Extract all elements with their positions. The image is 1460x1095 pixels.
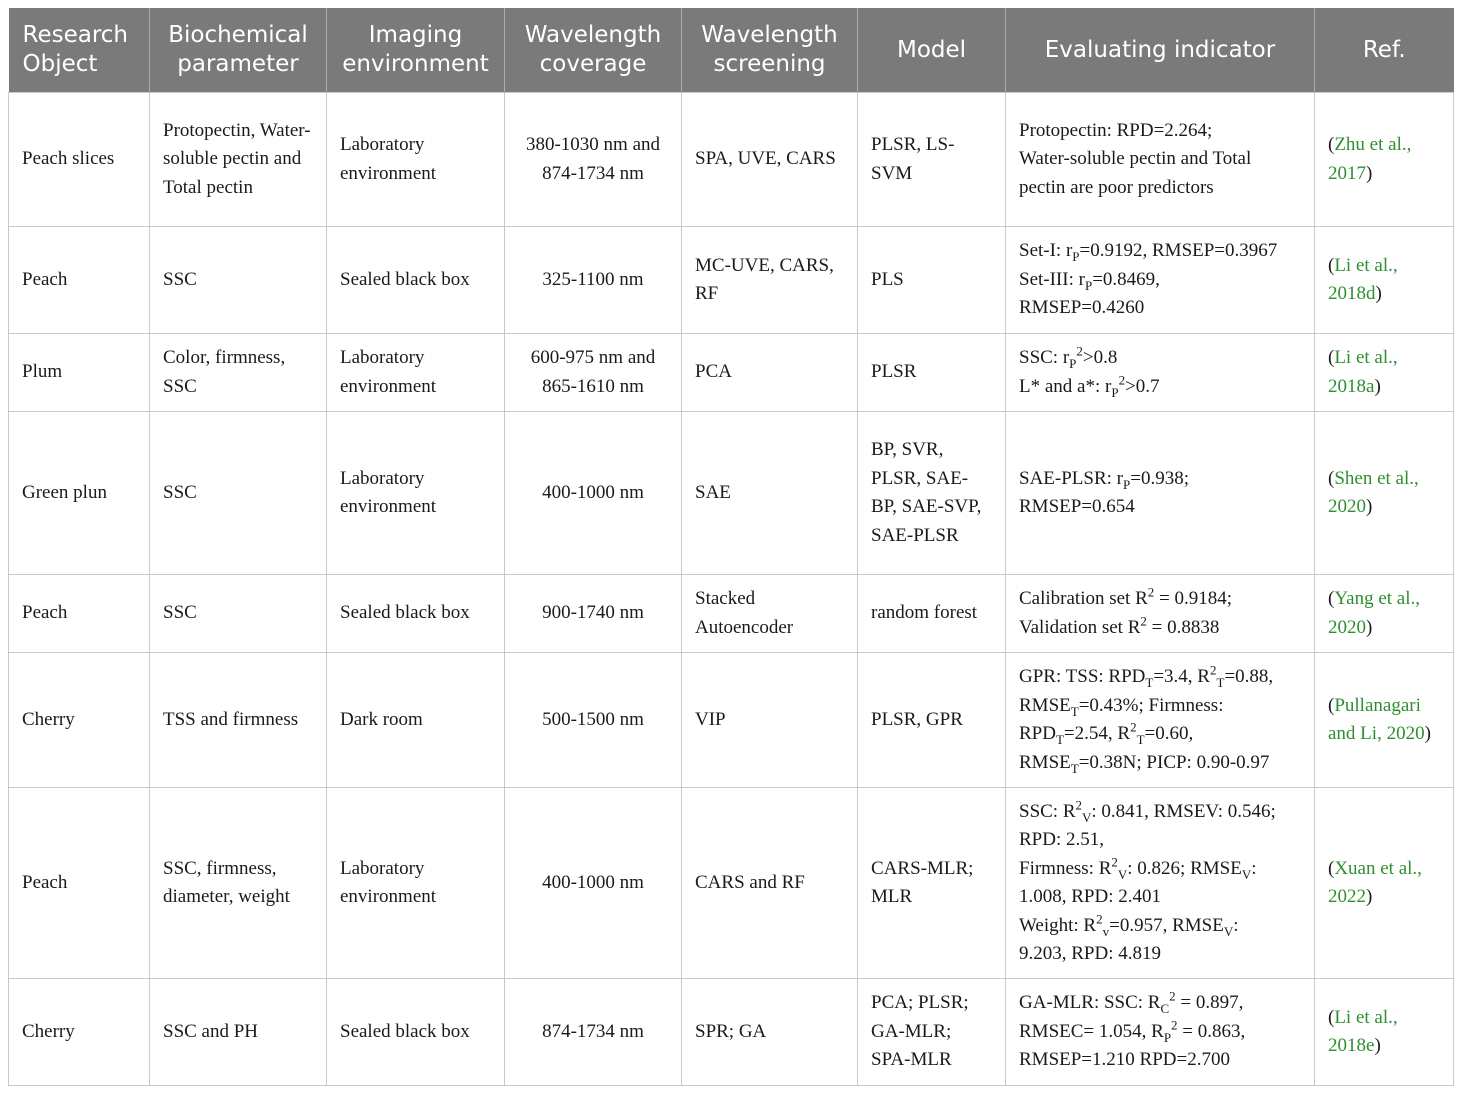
header-biochemical-parameter: Biochemical parameter: [150, 8, 327, 93]
cell-research-object: Cherry: [9, 979, 150, 1086]
header-evaluating-indicator: Evaluating indicator: [1006, 8, 1315, 93]
cell-wavelength-screening: PCA: [682, 334, 858, 412]
indicator-line: SSC: $R^2_V$: 0.841, RMSEV: 0.546;: [1019, 797, 1276, 825]
cell-wavelength-screening: VIP: [682, 653, 858, 788]
cell-wavelength-coverage: 400-1000 nm: [505, 788, 682, 979]
table-row: [9, 93, 1454, 227]
cell-evaluating-indicator: [1006, 93, 1315, 227]
indicator-line: 9.203, RPD: 4.819: [1019, 943, 1161, 964]
ref-link[interactable]: Li et al., 2018a: [1328, 347, 1398, 397]
cell-ref: (Li et al., 2018e): [1315, 979, 1454, 1086]
cell-biochemical-parameter: Protopectin, Water-soluble pectin and Total pectin: [150, 93, 327, 227]
cell-research-object: Peach: [9, 788, 150, 979]
cell-ref: (Li et al., 2018d): [1315, 227, 1454, 334]
cell-evaluating-indicator: [1006, 227, 1315, 334]
ref-link[interactable]: Yang et al., 2020: [1328, 588, 1421, 638]
cell-imaging-environment: Sealed black box: [327, 575, 505, 653]
cell-research-object: Peach: [9, 575, 150, 653]
table-row: [9, 227, 1454, 334]
cell-model: PLSR, LS-SVM: [858, 93, 1006, 227]
cell-ref: (Shen et al., 2020): [1315, 412, 1454, 575]
indicator-line: Validation set $R^2 = 0.8838$: [1019, 613, 1220, 638]
cell-wavelength-coverage: 500-1500 nm: [505, 653, 682, 788]
cell-ref: (Pullanagari and Li, 2020): [1315, 653, 1454, 788]
indicator-line: Weight: $R^2_v=0.957$, $RMSE_V$:: [1019, 911, 1239, 939]
ref-link[interactable]: Li et al., 2018e: [1328, 1006, 1398, 1056]
cell-evaluating-indicator: [1006, 788, 1315, 979]
cell-wavelength-coverage: 400-1000 nm: [505, 412, 682, 575]
cell-wavelength-screening: SPA, UVE, CARS: [682, 93, 858, 227]
cell-imaging-environment: Laboratory environment: [327, 93, 505, 227]
cell-biochemical-parameter: SSC: [150, 575, 327, 653]
cell-model: random forest: [858, 575, 1006, 653]
ref-link[interactable]: Zhu et al., 2017: [1328, 134, 1412, 184]
cell-wavelength-screening: Stacked Autoencoder: [682, 575, 858, 653]
ref-link[interactable]: Pullanagari and Li, 2020: [1328, 694, 1425, 744]
table-row: [9, 412, 1454, 575]
table-row: [9, 979, 1454, 1086]
header-wavelength-screening: Wavelength screening: [682, 8, 858, 93]
table-header: [9, 8, 1454, 93]
indicator-line: Firmness: $R^2_V$: 0.826; $RMSE_V$:: [1019, 854, 1257, 882]
cell-biochemical-parameter: TSS and firmness: [150, 653, 327, 788]
indicator-line: Set-I: $r_P=0.9192$, RMSEP=0.3967: [1019, 240, 1278, 265]
cell-biochemical-parameter: SSC and PH: [150, 979, 327, 1086]
ref-link[interactable]: Xuan et al., 2022: [1328, 857, 1422, 907]
cell-wavelength-screening: SPR; GA: [682, 979, 858, 1086]
indicator-line: RPD: 2.51,: [1019, 829, 1104, 850]
cell-research-object: Green plun: [9, 412, 150, 575]
indicator-line: SAE-PLSR: $r_P=0.938$;: [1019, 467, 1189, 492]
cell-imaging-environment: Laboratory environment: [327, 788, 505, 979]
indicator-line: GPR: TSS: $RPD_T=3.4$, $R^2_T=0.88$,: [1019, 662, 1274, 690]
cell-research-object: Cherry: [9, 653, 150, 788]
cell-model: PLSR, GPR: [858, 653, 1006, 788]
cell-wavelength-coverage: 325-1100 nm: [505, 227, 682, 334]
indicator-line: RMSEP=0.654: [1019, 496, 1135, 517]
cell-model: BP, SVR, PLSR, SAE-BP, SAE-SVP, SAE-PLSR: [858, 412, 1006, 575]
indicator-line: RMSEP=0.4260: [1019, 297, 1145, 319]
indicator-line: Set-III: $r_P=0.8469$,: [1019, 268, 1160, 293]
cell-model: PLSR: [858, 334, 1006, 412]
cell-imaging-environment: Laboratory environment: [327, 334, 505, 412]
ref-link[interactable]: Li et al., 2018d: [1328, 254, 1398, 304]
cell-model: PLS: [858, 227, 1006, 334]
cell-wavelength-screening: CARS and RF: [682, 788, 858, 979]
table-row: [9, 575, 1454, 653]
cell-wavelength-coverage: 900-1740 nm: [505, 575, 682, 653]
header-imaging-environment: Imaging environment: [327, 8, 505, 93]
ref-link[interactable]: Shen et al., 2020: [1328, 467, 1419, 517]
cell-wavelength-coverage: 600-975 nm and 865-1610 nm: [505, 334, 682, 412]
indicator-line: GA-MLR: SSC: $R_C^2 = 0.897$,: [1019, 988, 1244, 1017]
cell-wavelength-coverage: 380-1030 nm and 874-1734 nm: [505, 93, 682, 227]
cell-research-object: Plum: [9, 334, 150, 412]
cell-wavelength-screening: MC-UVE, CARS, RF: [682, 227, 858, 334]
indicator-line: SSC: $r_P^2>0.8$: [1019, 343, 1118, 371]
research-table: [8, 8, 1454, 1086]
cell-ref: (Li et al., 2018a): [1315, 334, 1454, 412]
cell-imaging-environment: Dark room: [327, 653, 505, 788]
table-row: [9, 653, 1454, 788]
cell-ref: (Zhu et al., 2017): [1315, 93, 1454, 227]
indicator-line: $RMSE_T=0.43\%$; Firmness:: [1019, 694, 1224, 719]
cell-evaluating-indicator: [1006, 575, 1315, 653]
cell-evaluating-indicator: [1006, 979, 1315, 1086]
cell-imaging-environment: Laboratory environment: [327, 412, 505, 575]
cell-imaging-environment: Sealed black box: [327, 227, 505, 334]
indicator-line: RMSEP=1.210 RPD=2.700: [1019, 1049, 1230, 1071]
cell-model: PCA; PLSR; GA-MLR; SPA-MLR: [858, 979, 1006, 1086]
indicator-line: Calibration set $R^2 = 0.9184$;: [1019, 584, 1233, 609]
header-wavelength-coverage: Wavelength coverage: [505, 8, 682, 93]
table-row: [9, 788, 1454, 979]
indicator-line: Protopectin: RPD=2.264;: [1019, 119, 1213, 141]
cell-evaluating-indicator: [1006, 334, 1315, 412]
cell-model: CARS-MLR; MLR: [858, 788, 1006, 979]
header-model: Model: [858, 8, 1006, 93]
cell-biochemical-parameter: SSC: [150, 412, 327, 575]
cell-ref: (Yang et al., 2020): [1315, 575, 1454, 653]
cell-research-object: Peach: [9, 227, 150, 334]
table-row: [9, 334, 1454, 412]
header-research-object: Research Object: [9, 8, 150, 93]
indicator-line: $RPD_T=2.54$, $R^2_T=0.60$,: [1019, 719, 1194, 747]
cell-research-object: Peach slices: [9, 93, 150, 227]
cell-wavelength-screening: SAE: [682, 412, 858, 575]
indicator-line: Water-soluble pectin and Total pectin are poor predictors: [1019, 148, 1252, 198]
cell-biochemical-parameter: Color, firmness, SSC: [150, 334, 327, 412]
cell-biochemical-parameter: SSC, firmness, diameter, weight: [150, 788, 327, 979]
indicator-line: 1.008, RPD: 2.401: [1019, 886, 1161, 907]
cell-evaluating-indicator: [1006, 653, 1315, 788]
cell-imaging-environment: Sealed black box: [327, 979, 505, 1086]
cell-wavelength-coverage: 874-1734 nm: [505, 979, 682, 1086]
indicator-line: RMSEC= 1.054, $R_P^2 = 0.863$,: [1019, 1017, 1246, 1045]
cell-biochemical-parameter: SSC: [150, 227, 327, 334]
header-ref: Ref.: [1315, 8, 1454, 93]
cell-ref: (Xuan et al., 2022): [1315, 788, 1454, 979]
indicator-line: L* and a*: $r_P^2>0.7$: [1019, 372, 1160, 400]
indicator-line: $RMSE_T=0.38N$; PICP: 0.90-0.97: [1019, 751, 1270, 776]
cell-evaluating-indicator: [1006, 412, 1315, 575]
